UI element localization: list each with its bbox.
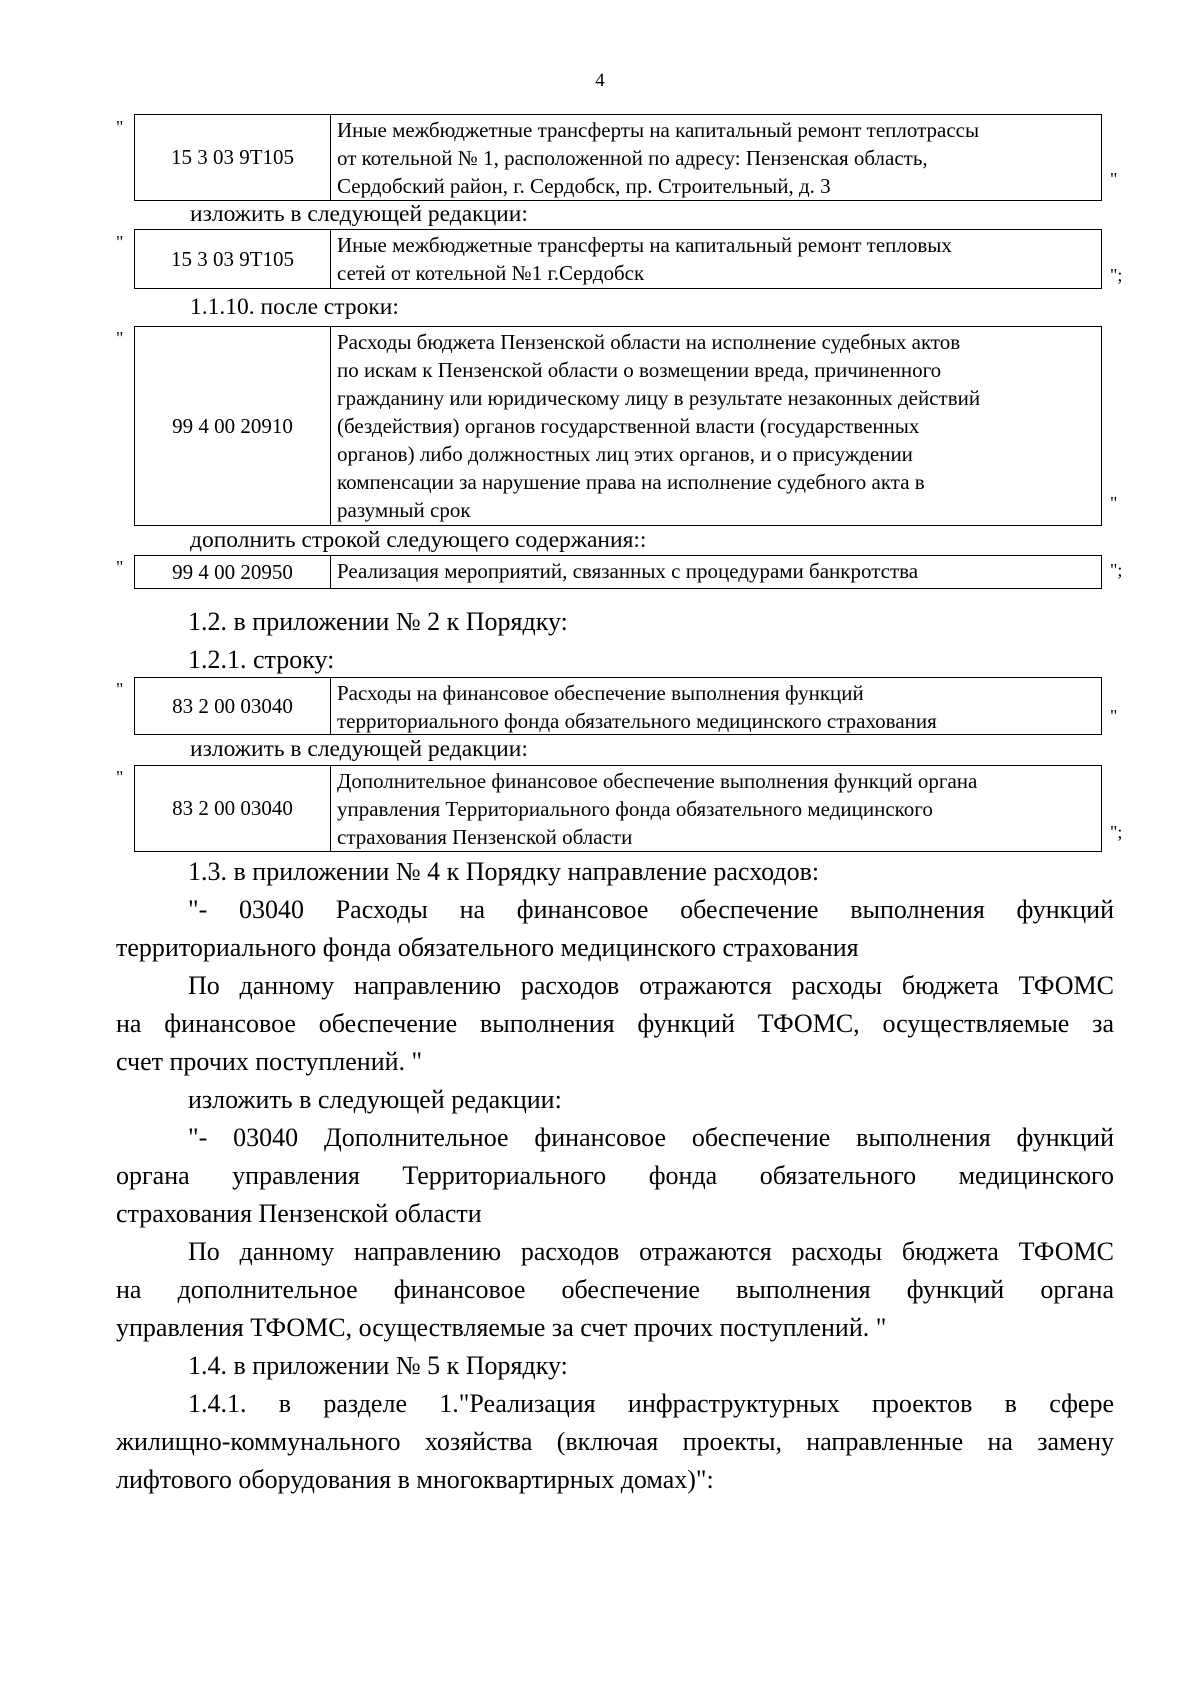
desc-line: Расходы бюджета Пензенской области на исполнение судебных актов [337, 330, 961, 354]
para-line: 1.4.1. в разделе 1."Реализация инфраструктурных проектов в сфере [188, 1389, 1114, 1418]
budget-code-description [331, 556, 1101, 588]
instruction-text: изложить в следующей редакции: [190, 201, 528, 227]
desc-line: компенсации за нарушение права на исполнение судебного акта в [337, 470, 925, 494]
desc-line: (бездействия) органов государственной власти (государственных [337, 414, 920, 438]
page-number: 4 [595, 70, 605, 91]
body-paragraph [116, 603, 1114, 679]
open-quote: " [116, 232, 124, 252]
open-quote: " [116, 767, 124, 787]
desc-line: управления Территориального фонда обязательного медицинского [337, 797, 933, 821]
para-line: "- 03040 Расходы на финансовое обеспечение выполнения функций [188, 895, 1114, 924]
code-table-row [134, 555, 1102, 589]
budget-code-description [331, 115, 1101, 200]
close-quote: " [1110, 169, 1118, 189]
desc-line: по искам к Пензенской области о возмещении вреда, причиненного [337, 358, 942, 382]
instruction-text: изложить в следующей редакции: [190, 736, 528, 762]
para-line: лифтового оборудования в многоквартирных домах)": [116, 1465, 714, 1494]
desc-line: Сердобский район, г. Сердобск, пр. Строительный, д. 3 [337, 174, 831, 198]
desc-line: гражданину или юридическому лицу в результате незаконных действий [337, 386, 981, 410]
para-line: 1.2. в приложении № 2 к Порядку: [188, 607, 568, 636]
budget-code: 99 4 00 20950 [135, 556, 331, 588]
budget-code: 99 4 00 20910 [135, 327, 331, 525]
desc-line: сетей от котельной №1 г.Сердобск [337, 261, 645, 285]
budget-code: 83 2 00 03040 [135, 766, 331, 851]
section-heading: 1.1.10. после строки: [190, 294, 399, 320]
desc-line: страхования Пензенской области [337, 825, 633, 849]
open-quote: " [116, 117, 124, 137]
para-line: на дополнительное финансовое обеспечение выполнения функций органа [116, 1275, 1114, 1304]
open-quote: " [116, 557, 124, 577]
code-table-row [134, 326, 1102, 526]
close-quote: "; [1110, 265, 1123, 285]
open-quote: " [116, 328, 124, 348]
desc-line: территориального фонда обязательного медицинского страхования [337, 709, 937, 733]
para-line: счет прочих поступлений. " [116, 1047, 423, 1076]
budget-code: 83 2 00 03040 [135, 678, 331, 734]
budget-code-description [331, 678, 1101, 734]
para-line: территориального фонда обязательного медицинского страхования [116, 933, 859, 962]
instruction-text: дополнить строкой следующего содержания:: [190, 527, 647, 553]
para-line: 1.4. в приложении № 5 к Порядку: [188, 1351, 568, 1380]
budget-code: 15 3 03 9Т105 [135, 230, 331, 288]
desc-line: от котельной № 1, расположенной по адресу: Пензенская область, [337, 146, 928, 170]
budget-code-description [331, 327, 1101, 525]
desc-line: Дополнительное финансовое обеспечение выполнения функций органа [337, 769, 978, 793]
para-line: органа управления Территориального фонда обязательного медицинского [116, 1161, 1114, 1190]
para-line: По данному направлению расходов отражаются расходы бюджета ТФОМС [188, 971, 1114, 1000]
code-table-row [134, 677, 1102, 735]
desc-line: разумный срок [337, 498, 471, 522]
budget-code-description [331, 230, 1101, 288]
open-quote: " [116, 679, 124, 699]
desc-line: Расходы на финансовое обеспечение выполнения функций [337, 681, 864, 705]
code-table-row [134, 229, 1102, 289]
para-line: 1.2.1. строку: [188, 645, 335, 674]
desc-line: органов) либо должностных лиц этих органов, и о присуждении [337, 442, 913, 466]
code-table-row [134, 765, 1102, 852]
desc-line: Иные межбюджетные трансферты на капитальный ремонт теплотрассы [337, 118, 980, 142]
budget-code-description [331, 766, 1101, 851]
close-quote: " [1110, 706, 1118, 726]
para-line: страхования Пензенской области [116, 1199, 482, 1228]
close-quote: " [1110, 493, 1118, 513]
close-quote: "; [1110, 822, 1123, 842]
para-line: управления ТФОМС, осуществляемые за счет прочих поступлений. " [116, 1313, 887, 1342]
budget-code: 15 3 03 9Т105 [135, 115, 331, 200]
close-quote: "; [1110, 560, 1123, 580]
para-line: на финансовое обеспечение выполнения функций ТФОМС, осуществляемые за [116, 1009, 1114, 1038]
para-line: 1.3. в приложении № 4 к Порядку направление расходов: [188, 857, 820, 886]
para-line: "- 03040 Дополнительное финансовое обеспечение выполнения функций [188, 1123, 1114, 1152]
code-table-row [134, 114, 1102, 201]
desc-line: Иные межбюджетные трансферты на капитальный ремонт тепловых [337, 233, 952, 257]
desc-line: Реализация мероприятий, связанных с процедурами банкротства [337, 559, 919, 583]
para-line: По данному направлению расходов отражаются расходы бюджета ТФОМС [188, 1237, 1114, 1266]
para-line: жилищно-коммунального хозяйства (включая проекты, направленные на замену [116, 1427, 1114, 1456]
para-line: изложить в следующей редакции: [188, 1085, 562, 1114]
body-paragraph [116, 853, 1114, 1499]
